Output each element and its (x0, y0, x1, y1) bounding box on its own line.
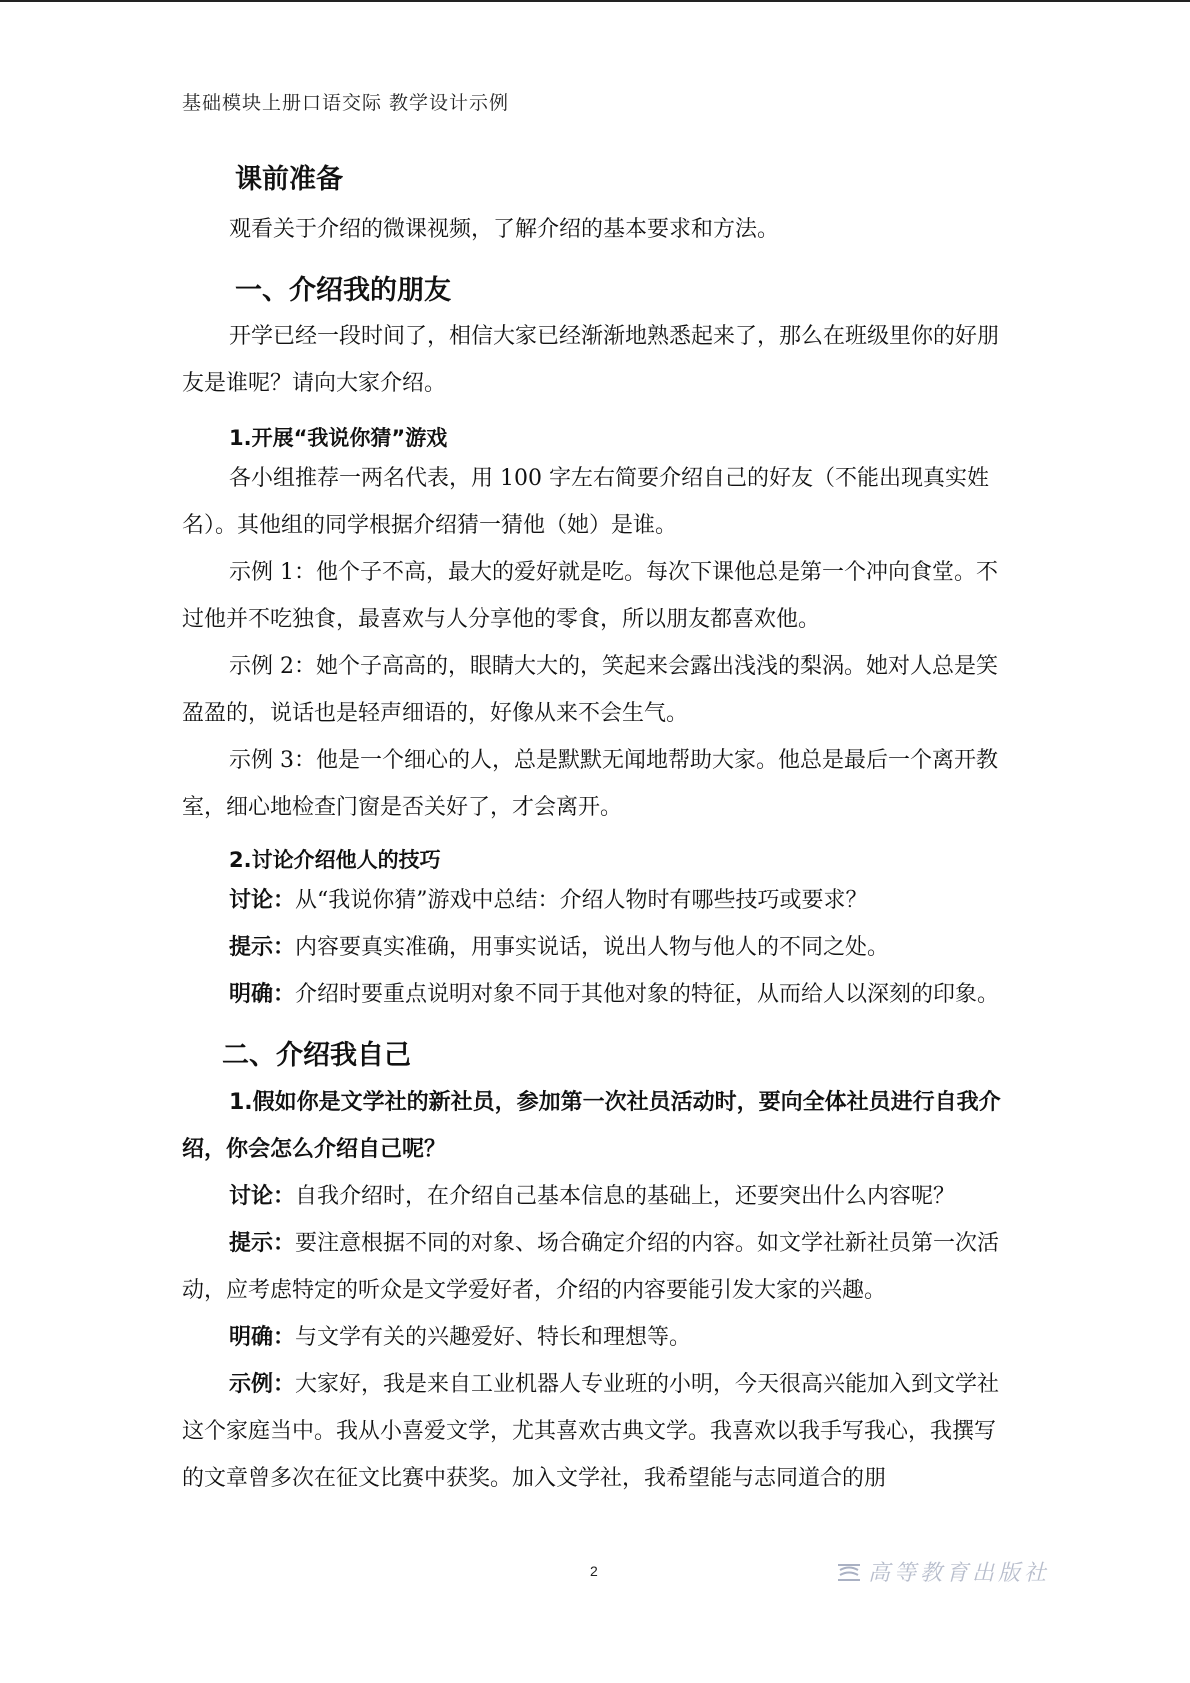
subheading-s1-2: 2.讨论介绍他人的技巧 (229, 848, 441, 872)
publisher-name: 高等教育出版社 (868, 1561, 1051, 1586)
paragraph-s2-clear (182, 1314, 1012, 1361)
paragraph-s1-clear (182, 971, 1012, 1018)
running-header: 基础模块上册口语交际 教学设计示例 (182, 92, 510, 114)
text-hint: 内容要真实准确，用事实说话，说出人物与他人的不同之处。 (295, 935, 890, 960)
paragraph-s2-example (182, 1361, 1012, 1502)
label-discuss: 讨论： (229, 1184, 296, 1209)
paragraph-s1-1: 各小组推荐一两名代表，用 100 字左右简要介绍自己的好友（不能出现真实姓名）。其他组的同学根据介绍猜一猜他（她）是谁。 (182, 466, 989, 538)
label-clear: 明确： (229, 1325, 296, 1350)
text-discuss: 从“我说你猜”游戏中总结：介绍人物时有哪些技巧或要求？ (295, 888, 868, 913)
label-example: 示例： (229, 1372, 296, 1397)
label-hint: 提示： (229, 935, 296, 960)
paragraph-example-1: 示例 1：他个子不高，最大的爱好就是吃。每次下课他总是第一个冲向食堂。不过他并不吃独食，最喜欢与人分享他的零食，所以朋友都喜欢他。 (182, 560, 998, 632)
text-hint: 要注意根据不同的对象、场合确定介绍的内容。如文学社新社员第一次活动，应考虑特定的听众是文学爱好者，介绍的内容要能引发大家的兴趣。 (182, 1231, 1000, 1303)
paragraph-example-3: 示例 3：他是一个细心的人，总是默默无闻地帮助大家。他总是最后一个离开教室，细心地检查门窗是否关好了，才会离开。 (182, 748, 998, 820)
text-clear: 介绍时要重点说明对象不同于其他对象的特征，从而给人以深刻的印象。 (295, 982, 1000, 1007)
paragraph-s1-discuss (182, 877, 1012, 924)
top-rule (0, 0, 1190, 2)
paragraph-s2-hint (182, 1220, 1012, 1314)
section-title-prep: 课前准备 (235, 164, 343, 195)
label-clear: 明确： (229, 982, 296, 1007)
paragraph-s1-intro: 开学已经一段时间了，相信大家已经渐渐地熟悉起来了，那么在班级里你的好朋友是谁呢？请向大家介绍。 (182, 324, 1000, 396)
text-example: 大家好，我是来自工业机器人专业班的小明，今天很高兴能加入到文学社这个家庭当中。我从小喜爱文学，尤其喜欢古典文学。我喜欢以我手写我心，我撰写的文章曾多次在征文比赛中获奖。加入文学社，我希望能与志同道合的朋 (182, 1372, 1000, 1491)
text-discuss: 自我介绍时，在介绍自己基本信息的基础上，还要突出什么内容呢？ (295, 1184, 956, 1209)
label-hint: 提示： (229, 1231, 296, 1256)
section-title-1: 一、介绍我的朋友 (235, 275, 451, 306)
paragraph-s2-discuss (182, 1173, 1012, 1220)
publisher-logo (836, 1556, 1050, 1587)
publisher-emblem-icon (836, 1561, 862, 1583)
subheading-s1-1: 1.开展“我说你猜”游戏 (229, 426, 448, 450)
paragraph-prep: 观看关于介绍的微课视频，了解介绍的基本要求和方法。 (229, 217, 780, 242)
page-number: 2 (590, 1563, 598, 1579)
paragraph-example-2: 示例 2：她个子高高的，眼睛大大的，笑起来会露出浅浅的梨涡。她对人总是笑盈盈的，说话也是轻声细语的，好像从来不会生气。 (182, 654, 998, 726)
paragraph-s1-hint (182, 924, 1012, 971)
section-title-2: 二、介绍我自己 (222, 1040, 411, 1071)
label-discuss: 讨论： (229, 888, 296, 913)
text-clear: 与文学有关的兴趣爱好、特长和理想等。 (295, 1325, 692, 1350)
paragraph-s2-question: 1.假如你是文学社的新社员，参加第一次社员活动时，要向全体社员进行自我介绍，你会怎么介绍自己呢？ (182, 1090, 1001, 1162)
